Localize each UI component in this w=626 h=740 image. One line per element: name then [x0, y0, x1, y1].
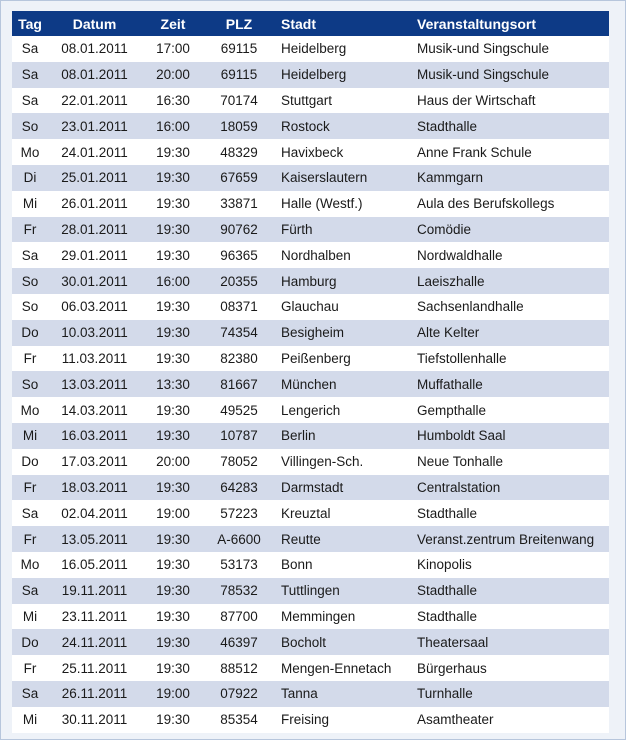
cell-veranstaltungsort: Theatersaal: [409, 629, 609, 655]
table-body: [12, 36, 609, 733]
cell-datum: 23.11.2011: [48, 604, 141, 630]
table-header: [12, 11, 609, 36]
cell-veranstaltungsort: Stadthalle: [409, 604, 609, 630]
cell-datum: 19.11.2011: [48, 578, 141, 604]
cell-zeit: 19:30: [141, 320, 205, 346]
cell-datum: 30.01.2011: [48, 268, 141, 294]
cell-veranstaltungsort: Bürgerhaus: [409, 655, 609, 681]
cell-stadt: Peißenberg: [273, 346, 409, 372]
cell-zeit: 19:30: [141, 526, 205, 552]
cell-stadt: Havixbeck: [273, 139, 409, 165]
cell-zeit: 16:30: [141, 88, 205, 114]
column-header-stadt: Stadt: [273, 11, 409, 36]
table-row: [12, 578, 609, 604]
cell-plz: 81667: [205, 371, 273, 397]
cell-plz: 64283: [205, 475, 273, 501]
cell-datum: 26.01.2011: [48, 191, 141, 217]
cell-datum: 08.01.2011: [48, 62, 141, 88]
cell-plz: A-6600: [205, 526, 273, 552]
cell-veranstaltungsort: Kinopolis: [409, 552, 609, 578]
column-header-plz: PLZ: [205, 11, 273, 36]
cell-tag: Di: [12, 165, 48, 191]
cell-tag: Fr: [12, 526, 48, 552]
cell-plz: 85354: [205, 707, 273, 733]
cell-zeit: 19:30: [141, 423, 205, 449]
cell-zeit: 16:00: [141, 268, 205, 294]
cell-plz: 67659: [205, 165, 273, 191]
cell-plz: 07922: [205, 681, 273, 707]
cell-stadt: Halle (Westf.): [273, 191, 409, 217]
cell-plz: 33871: [205, 191, 273, 217]
cell-veranstaltungsort: Asamtheater: [409, 707, 609, 733]
table-row: [12, 397, 609, 423]
cell-stadt: Nordhalben: [273, 242, 409, 268]
cell-datum: 16.05.2011: [48, 552, 141, 578]
cell-veranstaltungsort: Gempthalle: [409, 397, 609, 423]
cell-veranstaltungsort: Turnhalle: [409, 681, 609, 707]
cell-zeit: 19:30: [141, 139, 205, 165]
cell-zeit: 19:30: [141, 475, 205, 501]
cell-veranstaltungsort: Neue Tonhalle: [409, 449, 609, 475]
table-row: [12, 423, 609, 449]
column-header-datum: Datum: [48, 11, 141, 36]
cell-datum: 10.03.2011: [48, 320, 141, 346]
cell-stadt: Reutte: [273, 526, 409, 552]
cell-tag: Fr: [12, 475, 48, 501]
cell-veranstaltungsort: Alte Kelter: [409, 320, 609, 346]
cell-stadt: Kaiserslautern: [273, 165, 409, 191]
table-row: [12, 500, 609, 526]
column-header-veranstaltungsort: Veranstaltungsort: [409, 11, 609, 36]
cell-tag: Mo: [12, 552, 48, 578]
cell-plz: 96365: [205, 242, 273, 268]
cell-tag: Fr: [12, 217, 48, 243]
cell-datum: 30.11.2011: [48, 707, 141, 733]
cell-plz: 82380: [205, 346, 273, 372]
cell-stadt: Kreuztal: [273, 500, 409, 526]
cell-plz: 78532: [205, 578, 273, 604]
cell-tag: Sa: [12, 36, 48, 62]
cell-datum: 13.03.2011: [48, 371, 141, 397]
table-row: [12, 681, 609, 707]
cell-datum: 25.01.2011: [48, 165, 141, 191]
table-row: [12, 36, 609, 62]
cell-stadt: Bonn: [273, 552, 409, 578]
cell-veranstaltungsort: Anne Frank Schule: [409, 139, 609, 165]
cell-plz: 70174: [205, 88, 273, 114]
cell-datum: 16.03.2011: [48, 423, 141, 449]
table-row: [12, 191, 609, 217]
cell-zeit: 19:30: [141, 217, 205, 243]
cell-stadt: Heidelberg: [273, 62, 409, 88]
cell-tag: Mi: [12, 707, 48, 733]
cell-zeit: 19:30: [141, 397, 205, 423]
cell-tag: Mo: [12, 397, 48, 423]
cell-stadt: Heidelberg: [273, 36, 409, 62]
cell-stadt: Lengerich: [273, 397, 409, 423]
table-row: [12, 294, 609, 320]
cell-plz: 90762: [205, 217, 273, 243]
cell-veranstaltungsort: Musik-und Singschule: [409, 62, 609, 88]
cell-plz: 20355: [205, 268, 273, 294]
cell-tag: Sa: [12, 681, 48, 707]
cell-tag: So: [12, 268, 48, 294]
cell-tag: Mi: [12, 423, 48, 449]
cell-stadt: Berlin: [273, 423, 409, 449]
cell-datum: 13.05.2011: [48, 526, 141, 552]
cell-plz: 69115: [205, 62, 273, 88]
cell-datum: 23.01.2011: [48, 113, 141, 139]
cell-tag: Sa: [12, 62, 48, 88]
cell-zeit: 17:00: [141, 36, 205, 62]
column-header-zeit: Zeit: [141, 11, 205, 36]
cell-veranstaltungsort: Humboldt Saal: [409, 423, 609, 449]
cell-veranstaltungsort: Laeiszhalle: [409, 268, 609, 294]
cell-veranstaltungsort: Stadthalle: [409, 113, 609, 139]
table-row: [12, 165, 609, 191]
cell-stadt: Mengen-Ennetach: [273, 655, 409, 681]
cell-zeit: 19:00: [141, 681, 205, 707]
table-row: [12, 268, 609, 294]
cell-zeit: 19:30: [141, 629, 205, 655]
table-row: [12, 88, 609, 114]
cell-zeit: 19:30: [141, 552, 205, 578]
cell-veranstaltungsort: Centralstation: [409, 475, 609, 501]
cell-veranstaltungsort: Sachsenlandhalle: [409, 294, 609, 320]
cell-tag: Do: [12, 449, 48, 475]
table-row: [12, 526, 609, 552]
cell-stadt: Besigheim: [273, 320, 409, 346]
cell-tag: So: [12, 113, 48, 139]
cell-plz: 87700: [205, 604, 273, 630]
cell-stadt: Hamburg: [273, 268, 409, 294]
cell-veranstaltungsort: Musik-und Singschule: [409, 36, 609, 62]
cell-plz: 69115: [205, 36, 273, 62]
cell-zeit: 13:30: [141, 371, 205, 397]
table-row: [12, 655, 609, 681]
cell-tag: Mi: [12, 604, 48, 630]
cell-tag: Sa: [12, 242, 48, 268]
cell-zeit: 19:30: [141, 294, 205, 320]
cell-stadt: Bocholt: [273, 629, 409, 655]
cell-plz: 53173: [205, 552, 273, 578]
table-row: [12, 552, 609, 578]
table-row: [12, 242, 609, 268]
cell-tag: Mi: [12, 191, 48, 217]
cell-veranstaltungsort: Tiefstollenhalle: [409, 346, 609, 372]
cell-datum: 22.01.2011: [48, 88, 141, 114]
column-header-tag: Tag: [12, 11, 48, 36]
cell-tag: Sa: [12, 500, 48, 526]
cell-plz: 74354: [205, 320, 273, 346]
cell-plz: 18059: [205, 113, 273, 139]
cell-zeit: 19:30: [141, 346, 205, 372]
table-row: [12, 217, 609, 243]
cell-stadt: Tanna: [273, 681, 409, 707]
cell-veranstaltungsort: Stadthalle: [409, 578, 609, 604]
table-row: [12, 113, 609, 139]
cell-plz: 57223: [205, 500, 273, 526]
cell-zeit: 19:30: [141, 655, 205, 681]
cell-stadt: Fürth: [273, 217, 409, 243]
cell-datum: 06.03.2011: [48, 294, 141, 320]
cell-stadt: München: [273, 371, 409, 397]
cell-datum: 17.03.2011: [48, 449, 141, 475]
cell-tag: Sa: [12, 88, 48, 114]
cell-stadt: Glauchau: [273, 294, 409, 320]
cell-veranstaltungsort: Haus der Wirtschaft: [409, 88, 609, 114]
cell-tag: Do: [12, 629, 48, 655]
cell-plz: 48329: [205, 139, 273, 165]
cell-tag: Do: [12, 320, 48, 346]
cell-zeit: 19:30: [141, 242, 205, 268]
cell-veranstaltungsort: Kammgarn: [409, 165, 609, 191]
cell-veranstaltungsort: Veranst.zentrum Breitenwang: [409, 526, 609, 552]
cell-stadt: Memmingen: [273, 604, 409, 630]
cell-tag: Mo: [12, 139, 48, 165]
cell-datum: 02.04.2011: [48, 500, 141, 526]
cell-zeit: 20:00: [141, 449, 205, 475]
cell-stadt: Darmstadt: [273, 475, 409, 501]
table-row: [12, 139, 609, 165]
cell-plz: 08371: [205, 294, 273, 320]
cell-zeit: 16:00: [141, 113, 205, 139]
table-row: [12, 62, 609, 88]
table-row: [12, 346, 609, 372]
cell-stadt: Rostock: [273, 113, 409, 139]
table-row: [12, 707, 609, 733]
table-row: [12, 371, 609, 397]
cell-tag: Fr: [12, 655, 48, 681]
cell-stadt: Tuttlingen: [273, 578, 409, 604]
cell-zeit: 19:30: [141, 578, 205, 604]
table-row: [12, 475, 609, 501]
cell-datum: 28.01.2011: [48, 217, 141, 243]
cell-stadt: Villingen-Sch.: [273, 449, 409, 475]
cell-tag: So: [12, 371, 48, 397]
cell-zeit: 19:30: [141, 191, 205, 217]
header-row: [12, 11, 609, 36]
cell-plz: 10787: [205, 423, 273, 449]
cell-datum: 11.03.2011: [48, 346, 141, 372]
table-row: [12, 449, 609, 475]
table-row: [12, 320, 609, 346]
cell-zeit: 19:00: [141, 500, 205, 526]
cell-veranstaltungsort: Stadthalle: [409, 500, 609, 526]
cell-plz: 46397: [205, 629, 273, 655]
cell-datum: 18.03.2011: [48, 475, 141, 501]
cell-veranstaltungsort: Nordwaldhalle: [409, 242, 609, 268]
cell-datum: 24.11.2011: [48, 629, 141, 655]
cell-veranstaltungsort: Muffathalle: [409, 371, 609, 397]
cell-datum: 25.11.2011: [48, 655, 141, 681]
table-row: [12, 629, 609, 655]
cell-tag: Sa: [12, 578, 48, 604]
cell-datum: 08.01.2011: [48, 36, 141, 62]
cell-plz: 49525: [205, 397, 273, 423]
cell-datum: 14.03.2011: [48, 397, 141, 423]
cell-datum: 24.01.2011: [48, 139, 141, 165]
cell-veranstaltungsort: Aula des Berufskollegs: [409, 191, 609, 217]
cell-zeit: 19:30: [141, 165, 205, 191]
cell-plz: 88512: [205, 655, 273, 681]
cell-zeit: 19:30: [141, 604, 205, 630]
cell-plz: 78052: [205, 449, 273, 475]
event-schedule-table: [12, 11, 609, 733]
cell-datum: 26.11.2011: [48, 681, 141, 707]
cell-zeit: 20:00: [141, 62, 205, 88]
table-row: [12, 604, 609, 630]
cell-zeit: 19:30: [141, 707, 205, 733]
cell-stadt: Stuttgart: [273, 88, 409, 114]
cell-datum: 29.01.2011: [48, 242, 141, 268]
cell-tag: So: [12, 294, 48, 320]
cell-tag: Fr: [12, 346, 48, 372]
cell-stadt: Freising: [273, 707, 409, 733]
cell-veranstaltungsort: Comödie: [409, 217, 609, 243]
